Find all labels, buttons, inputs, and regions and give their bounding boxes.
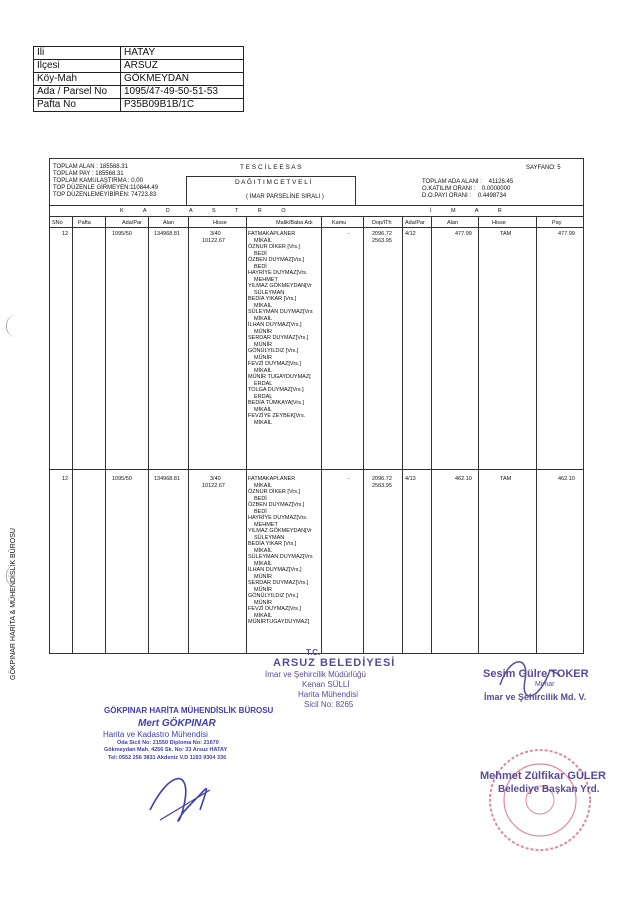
owner-line: MEHMET <box>254 521 278 528</box>
director-stamp-name: Sesim Gülre TOKER <box>483 668 589 680</box>
owner-line: MİKAİL <box>254 547 273 554</box>
owners-list <box>248 476 313 626</box>
owner-line: ÖZNUR DİKER [Vrs.] <box>248 244 301 250</box>
col-adapar: Ada/Par <box>122 220 142 226</box>
col-alan: Alan <box>163 220 175 226</box>
info-label: İli <box>34 47 121 60</box>
office-stamp-person: Mert GÖKPINAR <box>138 718 216 729</box>
punch-hole-mark <box>6 565 17 587</box>
owner-line: ERDAL <box>254 393 273 400</box>
owner-line: MİKAİL <box>254 406 273 413</box>
dop-ratio: D.O.PAYI ORANI : 0.4498734 <box>422 193 507 199</box>
office-stamp-address: Gökmeydan Mah. 4256 Sk. No: 33 Arsuz HATAY <box>104 747 228 753</box>
municipality-seal-icon <box>475 740 605 860</box>
owner-line: FEVZİ DUYMAZ[Vrs.] <box>248 361 301 367</box>
pay: 477.99 <box>558 231 575 237</box>
grid-line <box>246 217 247 653</box>
imar-hisse: TAM <box>500 476 512 482</box>
grid-line <box>105 217 106 653</box>
owner-line: SÜLEYMAN <box>254 534 285 541</box>
imar-adapar: 4/13 <box>405 476 416 482</box>
grid-line <box>431 217 432 653</box>
owner-line: MİKAİL <box>254 612 273 619</box>
kadastro-alan: 134968.81 <box>154 231 180 237</box>
info-row <box>34 60 244 73</box>
table-header <box>50 159 583 206</box>
owner-line: MİKAİL <box>254 315 273 322</box>
municipality-stamp-dept: İmar ve Şehircilik Müdürlüğü <box>265 670 366 679</box>
owner-line: FATMAKAPLANER <box>248 476 296 482</box>
imar-hisse: TAM <box>500 231 512 237</box>
ith: 2563.95 <box>372 238 392 244</box>
grid-line <box>148 217 149 653</box>
info-row <box>34 99 244 112</box>
doc-title: T E S C İ L E E S A S <box>240 164 302 171</box>
total-entering: TOP DÜZENLE GİRMEYEN:110844.49 <box>53 185 159 191</box>
distribution-table <box>49 158 584 654</box>
owner-line: ERDAL <box>254 380 273 387</box>
kamu: - <box>348 231 350 237</box>
total-expropriation: TOPLAM KAMULAŞTIRMA : 0.00 <box>53 178 143 184</box>
owner-line: BEDİ <box>254 495 267 502</box>
grid-line <box>363 217 364 653</box>
sno: 12 <box>62 476 69 482</box>
owner-line: HAYRİYE DUYMAZ[Vrs. <box>248 515 308 521</box>
municipality-stamp-sicil: Sicil No: 8265 <box>304 700 354 709</box>
info-row <box>34 86 244 99</box>
owner-line: BEDİ <box>254 263 267 270</box>
office-stamp-phone: Tel: 0552 256 3831 Akdeniz V.D 1193 9304 336 <box>108 755 227 761</box>
owner-line: SÜLEYMAN DUYMAZ[Vrs <box>248 309 313 315</box>
divider <box>186 176 355 177</box>
section-imar: İ M A R <box>430 208 511 214</box>
municipality-stamp-name: ARSUZ BELEDİYESİ <box>273 657 396 669</box>
col-imar-hisse: Hisse <box>492 220 506 226</box>
owner-line: FEVZİ DUYMAZ[Vrs.] <box>248 606 301 612</box>
col-pay: Pay <box>552 220 562 226</box>
kamu: - <box>348 476 350 482</box>
col-pafta: Pafta <box>78 220 91 226</box>
owner-line: MİKAİL <box>254 482 273 489</box>
kadastro-hisse-area: 10122.67 <box>202 483 225 489</box>
director-stamp-title: Mimar <box>535 681 555 688</box>
owner-line: ÖZBEN DUYMAZ[Vrs.] <box>248 257 305 263</box>
owner-line: MÜNİR TUGAYDUYMAZ[ <box>248 374 311 380</box>
side-label: GÖKPINAR HARİTA & MÜHENDİSLİK BÜROSU <box>10 528 17 680</box>
dop: 2096.72 <box>372 476 392 482</box>
imar-alan: 477.99 <box>455 231 472 237</box>
punch-hole-mark <box>6 315 17 337</box>
parcel-info-table <box>33 46 244 112</box>
owner-line: BEDİA YIKAR [Vrs.] <box>248 541 297 547</box>
owner-line: TOLGA DUYMAZ[Vrs.] <box>248 387 304 393</box>
owner-line: MİKAİL <box>254 237 273 244</box>
grid-line <box>188 217 189 653</box>
owner-line: ÖZNUR DİKER [Vrs.] <box>248 489 301 495</box>
grid-line <box>321 217 322 653</box>
owner-line: MÜNİR <box>254 328 273 335</box>
owner-line: FEVZİYE ZEYBEK[Vrs. <box>248 413 306 419</box>
owner-line: MÜNİR <box>254 354 273 361</box>
participation-ratio: O.KATILIM ORANI : 0.0000000 <box>422 186 511 192</box>
info-label: Ada / Parsel No <box>34 86 121 99</box>
owner-line: İLHAN DUYMAZ[Vrs.] <box>248 322 302 328</box>
doc-note: ( İMAR PARSELİNE SIRALI ) <box>246 194 324 200</box>
info-value: P35B09B1B/1C <box>121 99 244 112</box>
kadastro-hisse: 3/40 <box>210 231 221 237</box>
info-label: Pafta No <box>34 99 121 112</box>
page-number: SAYFANO: 5 <box>526 165 561 171</box>
dop: 2096.72 <box>372 231 392 237</box>
col-hisse: Hisse <box>213 220 227 226</box>
municipality-stamp-person: Kenan SÜLLİ <box>302 680 350 689</box>
owner-line: HAYRİYE DUYMAZ[Vrs. <box>248 270 308 276</box>
owner-line: MÜNİR <box>254 586 273 593</box>
director-signature-icon <box>490 645 570 705</box>
grid-line <box>72 217 73 653</box>
grid-line <box>402 217 403 653</box>
pay: 462.10 <box>558 476 575 482</box>
row-separator <box>50 469 583 470</box>
owner-line: MİKAİL <box>254 302 273 309</box>
mayor-stamp-name: Mehmet Zülfikar GÜLER <box>480 770 606 782</box>
owner-line: SÜLEYMAN <box>254 289 285 296</box>
divider <box>186 176 187 205</box>
doc-subtitle: D A Ğ I T I M C E T V E L İ <box>235 179 312 186</box>
total-area: TOPLAM ALAN : 185568.31 <box>53 164 128 170</box>
owner-line: MÜNİR <box>254 599 273 606</box>
owner-line: MÜNİR <box>254 341 273 348</box>
imar-adapar: 4/12 <box>405 231 416 237</box>
office-stamp-title: Harita ve Kadastro Mühendisi <box>103 730 208 739</box>
col-malik: Malik/Baba Adı <box>276 220 313 226</box>
mayor-stamp-title: Belediye Başkan Yrd. <box>498 784 600 795</box>
section-kadastro: K A D A S T R O <box>120 208 295 214</box>
office-signature-icon <box>130 750 230 830</box>
owner-line: MEHMET <box>254 276 278 283</box>
grid-line <box>478 217 479 653</box>
total-share: TOPLAM PAY : 185568.31 <box>53 171 124 177</box>
owner-line: BEDİA YIKAR [Vrs.] <box>248 296 297 302</box>
owner-line: BEDİ <box>254 508 267 515</box>
owner-line: GÖNÜLYILDIZ [Vrs.] <box>248 593 299 599</box>
info-value: GÖKMEYDAN <box>121 73 244 86</box>
owner-line: YILMAZ GÖKMEYDAN[Vr <box>248 528 312 534</box>
municipality-stamp-title: Harita Mühendisi <box>298 690 359 699</box>
owner-line: FATMAKAPLANER <box>248 231 296 237</box>
municipality-stamp-tc: T.C. <box>306 648 321 657</box>
owner-line: GÖNÜLYILDIZ [Vrs.] <box>248 348 299 354</box>
total-not-entering: TOP DÜZENLEMEYİBİREN: 74723.83 <box>53 192 157 198</box>
owner-line: MÜNİR <box>254 573 273 580</box>
imar-alan: 462.10 <box>455 476 472 482</box>
office-stamp-sicil: Oda Sicil No: 21550 Diploma No: 21670 <box>117 740 219 746</box>
owner-line: ÖZBEN DUYMAZ[Vrs.] <box>248 502 305 508</box>
kadastro-adapar: 1095/50 <box>112 476 132 482</box>
divider <box>355 176 356 205</box>
kadastro-hisse-area: 10122.67 <box>202 238 225 244</box>
col-dop: Dop/ITh <box>372 220 392 226</box>
owner-line: SERDAR DUYMAZ[Vrs.] <box>248 335 309 341</box>
owner-line: MİKAİL <box>254 419 273 426</box>
kadastro-adapar: 1095/50 <box>112 231 132 237</box>
owner-line: BEDİA TÜMKAYA[Vrs.] <box>248 400 305 406</box>
director-stamp-role: İmar ve Şehircilik Md. V. <box>484 692 587 702</box>
owner-line: MÜNİRTUGAYDUYMAZ[ <box>248 619 310 625</box>
ith: 2563.95 <box>372 483 392 489</box>
kadastro-alan: 134968.81 <box>154 476 180 482</box>
col-kamu: Kamu <box>332 220 347 226</box>
owner-line: YILMAZ GÖKMEYDAN[Vr <box>248 283 312 289</box>
kadastro-hisse: 3/40 <box>210 476 221 482</box>
info-value: ARSUZ <box>121 60 244 73</box>
info-row <box>34 73 244 86</box>
grid-line <box>536 217 537 653</box>
block-area: TOPLAM ADA ALANI : 41126.45 <box>422 179 514 185</box>
office-stamp-name: GÖKPINAR HARİTA MÜHENDİSLİK BÜROSU <box>104 706 274 715</box>
info-value: 1095/47-49-50-51-53 <box>121 86 244 99</box>
info-label: İlçesi <box>34 60 121 73</box>
owner-line: SERDAR DUYMAZ[Vrs.] <box>248 580 309 586</box>
owner-line: İLHAN DUYMAZ[Vrs.] <box>248 567 302 573</box>
owner-line: BEDİ <box>254 250 267 257</box>
col-imar-adapar: Ada/Par <box>405 220 425 226</box>
sno: 12 <box>62 231 69 237</box>
col-imar-alan: Alan <box>447 220 459 226</box>
col-sno: SNo <box>52 220 63 226</box>
owner-line: MİKAİL <box>254 367 273 374</box>
owner-line: SÜLEYMAN DUYMAZ[Vrs <box>248 554 313 560</box>
info-row <box>34 47 244 60</box>
info-label: Köy-Mah <box>34 73 121 86</box>
info-value: HATAY <box>121 47 244 60</box>
owners-list <box>248 231 313 426</box>
owner-line: MİKAİL <box>254 560 273 567</box>
